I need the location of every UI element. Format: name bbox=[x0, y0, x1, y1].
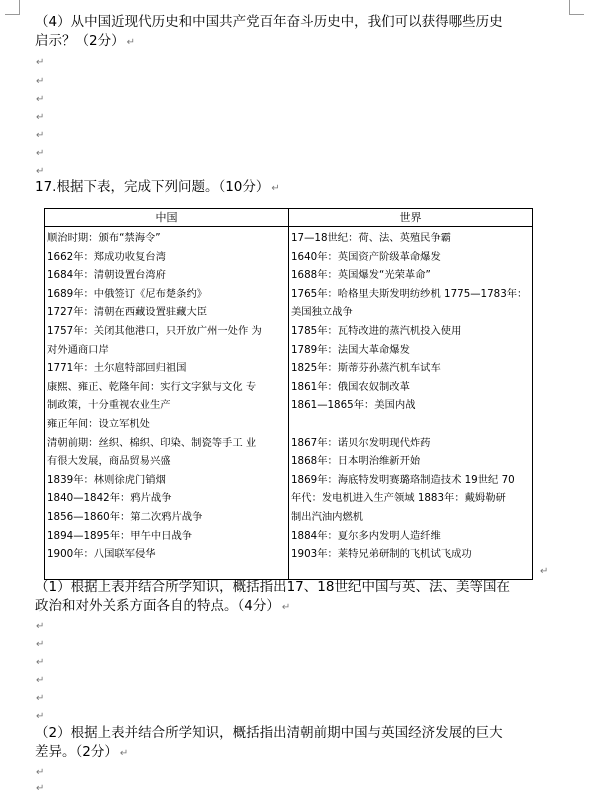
paragraph-mark: ↵ bbox=[36, 94, 45, 105]
world-event: 1869年：海底特发明赛璐珞制造技术 19世纪 70 bbox=[291, 473, 515, 486]
paragraph-mark: ↵ bbox=[36, 693, 45, 704]
world-event: 1825年：斯蒂芬孙蒸汽机车试车 bbox=[291, 362, 441, 375]
question-4 bbox=[35, 13, 555, 52]
world-event: 1884年：夏尔多内发明人造纤维 bbox=[291, 529, 441, 542]
sub-question-1-line1: （1）根据上表并结合所学知识，概括指出17、18世纪中国与英、法、美等国在 bbox=[35, 579, 510, 595]
paragraph-mark: ↵ bbox=[36, 639, 45, 650]
paragraph-mark: ↵ bbox=[36, 783, 45, 794]
china-event: 1839年：林则徐虎门销烟 bbox=[47, 473, 166, 486]
china-event: 1757年：关闭其他港口，只开放广州一处作 为 bbox=[47, 324, 262, 337]
china-event: 对外通商口岸 bbox=[47, 343, 109, 356]
china-event: 1771年：土尔扈特部回归祖国 bbox=[47, 362, 187, 375]
paragraph-mark: ↵ bbox=[36, 130, 45, 141]
column-header-china: 中国 bbox=[45, 209, 289, 227]
table-header-row bbox=[45, 209, 533, 227]
paragraph-mark: ↵ bbox=[36, 112, 45, 123]
china-event: 1856—1860年：第二次鸦片战争 bbox=[47, 510, 203, 523]
world-event: 1789年：法国大革命爆发 bbox=[291, 343, 410, 356]
paragraph-mark: ↵ bbox=[540, 566, 549, 577]
question-4-line2: 启示？（2分） ↵ bbox=[35, 33, 135, 49]
column-header-world: 世界 bbox=[289, 209, 533, 227]
china-events-cell bbox=[45, 227, 289, 580]
paragraph-mark: ↵ bbox=[36, 166, 45, 177]
world-event: 1868年：日本明治维新开始 bbox=[291, 455, 421, 468]
china-event: 雍正年间：设立军机处 bbox=[47, 417, 150, 430]
china-event: 1727年：清朝在西藏设置驻藏大臣 bbox=[47, 306, 208, 319]
world-event: 1903年：莱特兄弟研制的飞机试飞成功 bbox=[291, 548, 472, 561]
china-event: 顺治时期：颁布“禁海令” bbox=[47, 232, 161, 244]
sub-question-1 bbox=[35, 578, 555, 617]
world-event: 1867年：诺贝尔发明现代炸药 bbox=[291, 436, 431, 449]
paragraph-mark: ↵ bbox=[36, 711, 45, 722]
china-event: 1840—1842年：鸦片战争 bbox=[47, 492, 172, 505]
world-event: 1785年：瓦特改进的蒸汽机投入使用 bbox=[291, 324, 462, 337]
table-row bbox=[45, 227, 533, 580]
world-event: 美国独立战争 bbox=[291, 306, 353, 319]
paragraph-mark: ↵ bbox=[36, 767, 45, 778]
world-event: 1861年：俄国农奴制改革 bbox=[291, 380, 410, 393]
world-event: 17—18世纪：荷、法、英殖民争霸 bbox=[291, 232, 452, 244]
question-4-line1: （4）从中国近现代历史和中国共产党百年奋斗历史中，我们可以获得哪些历史 bbox=[35, 14, 503, 30]
world-event: 制出汽油内燃机 bbox=[291, 510, 364, 523]
china-event: 有很大发展，商品贸易兴盛 bbox=[47, 455, 171, 468]
china-event: 1662年：郑成功收复台湾 bbox=[47, 250, 166, 263]
china-event: 1894—1895年：甲午中日战争 bbox=[47, 529, 193, 542]
crop-mark-top-right bbox=[569, 0, 584, 15]
china-event: 1684年：清朝设置台湾府 bbox=[47, 269, 166, 282]
sub-question-1-line2: 政治和对外关系方面各自的特点。（4分） ↵ bbox=[35, 598, 291, 614]
china-event: 清朝前期：丝织、棉织、印染、制瓷等手工 业 bbox=[47, 436, 257, 449]
paragraph-mark: ↵ bbox=[36, 148, 45, 159]
paragraph-mark: ↵ bbox=[36, 76, 45, 87]
history-table bbox=[44, 208, 533, 580]
paragraph-mark: ↵ bbox=[36, 657, 45, 668]
question-17-title: 17.根据下表，完成下列问题。（10分） ↵ bbox=[35, 179, 280, 195]
paragraph-mark: ↵ bbox=[36, 57, 45, 68]
china-event: 制政策，十分重视农业生产 bbox=[47, 399, 171, 412]
world-event: 1765年：哈格里夫斯发明纺纱机 1775—1783年： bbox=[291, 287, 528, 300]
sub-question-2 bbox=[35, 724, 555, 763]
china-event: 1689年：中俄签订《尼布楚条约》 bbox=[47, 287, 208, 300]
paragraph-mark: ↵ bbox=[36, 675, 45, 686]
china-event: 康熙、雍正、乾隆年间：实行文字狱与文化 专 bbox=[47, 380, 257, 393]
sub-question-2-line1: （2）根据上表并结合所学知识，概括指出清朝前期中国与英国经济发展的巨大 bbox=[35, 725, 503, 741]
world-event: 1640年：英国资产阶级革命爆发 bbox=[291, 250, 441, 263]
world-event: 1861—1865年：美国内战 bbox=[291, 399, 416, 412]
world-event: 1688年：英国爆发“光荣革命” bbox=[291, 269, 431, 282]
world-events-cell bbox=[289, 227, 533, 580]
world-event: 年代：发电机进入生产领域 1883年：戴姆勒研 bbox=[291, 492, 506, 505]
paragraph-mark: ↵ bbox=[36, 621, 45, 632]
china-event: 1900年：八国联军侵华 bbox=[47, 548, 156, 561]
crop-mark-top-left bbox=[5, 0, 20, 15]
sub-question-2-line2: 差异。（2分） ↵ bbox=[35, 744, 129, 760]
world-event bbox=[291, 415, 530, 434]
